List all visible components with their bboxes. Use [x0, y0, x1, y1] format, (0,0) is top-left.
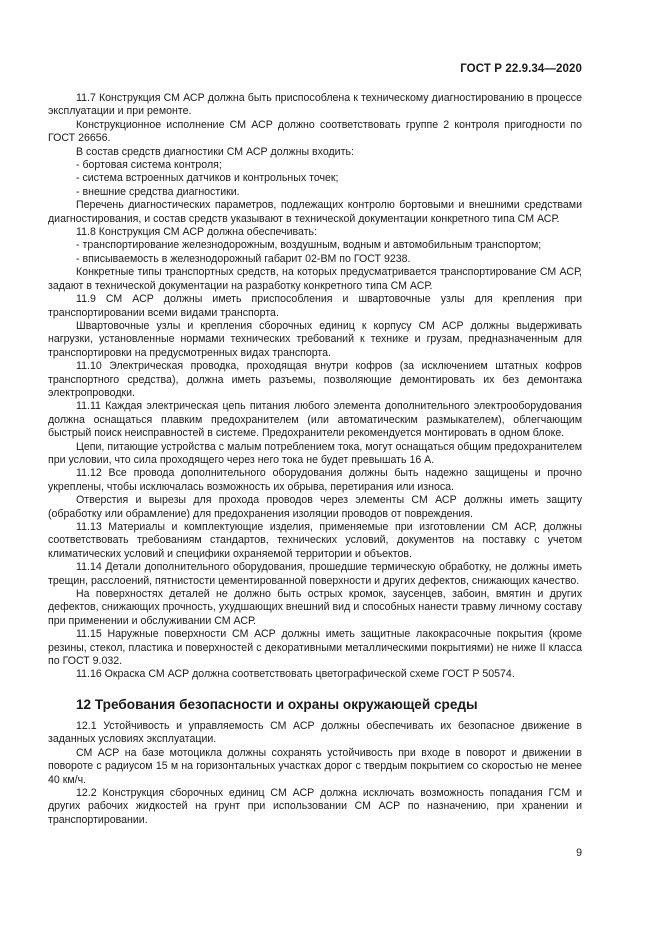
paragraph: СМ АСР на базе мотоцикла должны сохранять устойчивость при входе в поворот и движении в повороте с радиусом 15 м на горизонтальных участках дорог с твердым покрытием со скоростью не менее 40 км/ч. — [48, 746, 582, 786]
paragraph: 11.14 Детали дополнительного оборудования, прошедшие термическую обработку, не должны иметь трещин, расслоений, пятнистости цементированной поверхности и других дефектов, снижающих качество. — [48, 561, 582, 587]
paragraph: Конкретные типы транспортных средств, на которых предусматривается транспортирование СМ АСР, задают в технической документации на разработку конкретного типа СМ АСР. — [48, 266, 582, 292]
paragraph: 12.1 Устойчивость и управляемость СМ АСР должны обеспечивать их безопасное движение в заданных условиях эксплуатации. — [48, 719, 582, 746]
list-item: - система встроенных датчиков и контрольных точек; — [76, 172, 339, 185]
list-item: - вписываемость в железнодорожный габарит 02-ВМ по ГОСТ 9238. — [76, 252, 411, 265]
paragraph: 11.7 Конструкция СМ АСР должна быть приспособлена к техническому диагностированию в процессе эксплуатации и при ремонте. — [48, 92, 582, 118]
section-11-text — [48, 92, 582, 682]
paragraph: Отверстия и вырезы для прохода проводов через элементы СМ АСР должны иметь защиту (обработку или обрамление) для предохранения изоляции проводов от повреждения. — [48, 494, 582, 520]
paragraph: 11.9 СМ АСР должны иметь приспособления и швартовочные узлы для крепления при транспортировании всеми видами транспорта. — [48, 293, 582, 319]
section-12-text — [48, 720, 582, 827]
paragraph: 11.16 Окраска СМ АСР должна соответствовать цветографической схеме ГОСТ Р 50574. — [76, 668, 515, 681]
paragraph: 11.15 Наружные поверхности СМ АСР должны иметь защитные лакокрасочные покрытия (кроме резины, стекол, пластика и поверхностей с декоративными металлическими покрытиями) не ниже II класса по ГОСТ 9.032. — [48, 628, 582, 668]
page-number: 9 — [576, 847, 582, 859]
paragraph: 11.8 Конструкция СМ АСР должна обеспечивать: — [76, 226, 318, 239]
list-item: - бортовая система контроля; — [76, 159, 222, 172]
paragraph: 12.2 Конструкция сборочных единиц СМ АСР должна исключать возможность попадания ГСМ и других рабочих жидкостей на грунт при использовании СМ АСР по назначению, при хранении и транспортировании. — [48, 786, 582, 826]
paragraph: На поверхностях деталей не должно быть острых кромок, заусенцев, забоин, вмятин и других дефектов, снижающих прочность, ухудшающих внешний вид и способных нанести травму личному составу при применении и обслуживании СМ АСР. — [48, 588, 582, 627]
section-heading: 12 Требования безопасности и охраны окружающей среды — [76, 696, 478, 712]
paragraph: Швартовочные узлы и крепления сборочных единиц к корпусу СМ АСР должны выдерживать нагрузки, установленные нормами технических требований к технике и грузам, предназначенным для транспортировки на предусмотренных видах транспорта. — [48, 319, 582, 359]
paragraph: В состав средств диагностики СМ АСР должны входить: — [76, 145, 354, 158]
paragraph: Перечень диагностических параметров, подлежащих контролю бортовыми и внешними средствами диагностирования, и состав средств указывают в технической документации конкретного типа СМ АСР. — [48, 199, 582, 225]
document-body — [48, 92, 582, 827]
list-item: - транспортирование железнодорожным, воздушным, водным и автомобильным транспортом; — [76, 239, 542, 252]
paragraph: Конструкционное исполнение СМ АСР должно соответствовать группе 2 контроля пригодности по ГОСТ 26656. — [48, 118, 582, 145]
paragraph: 11.11 Каждая электрическая цепь питания любого элемента дополнительного электрооборудования должна оснащаться плавким предохранителем (или автоматическим размыкателем), облегчающим быстрый поиск неисправностей в системе. Предохранители рекомендуется монтировать в одном блоке. — [48, 400, 582, 440]
document-header: ГОСТ Р 22.9.34—2020 — [460, 63, 582, 75]
paragraph: 11.12 Все провода дополнительного оборудования должны быть надежно защищены и прочно укреплены, чтобы исключалась возможность их обрыва, перетирания или износа. — [48, 467, 582, 493]
paragraph: 11.10 Электрическая проводка, проходящая внутри кофров (за исключением штатных кофров транспортного средства), должна иметь разъемы, позволяющие демонтировать их без демонтажа электропроводки. — [48, 360, 582, 399]
paragraph: Цепи, питающие устройства с малым потреблением тока, могут оснащаться общим предохранителем при условии, что сила проходящего через него тока не будет превышать 16 А. — [48, 440, 582, 466]
paragraph: 11.13 Материалы и комплектующие изделия, применяемые при изготовлении СМ АСР, должны соответствовать требованиям стандартов, технических условий, документов на поставку с учетом климатических условий и специфики охраняемой территории и объектов. — [48, 521, 582, 560]
list-item: - внешние средства диагностики. — [76, 185, 240, 198]
